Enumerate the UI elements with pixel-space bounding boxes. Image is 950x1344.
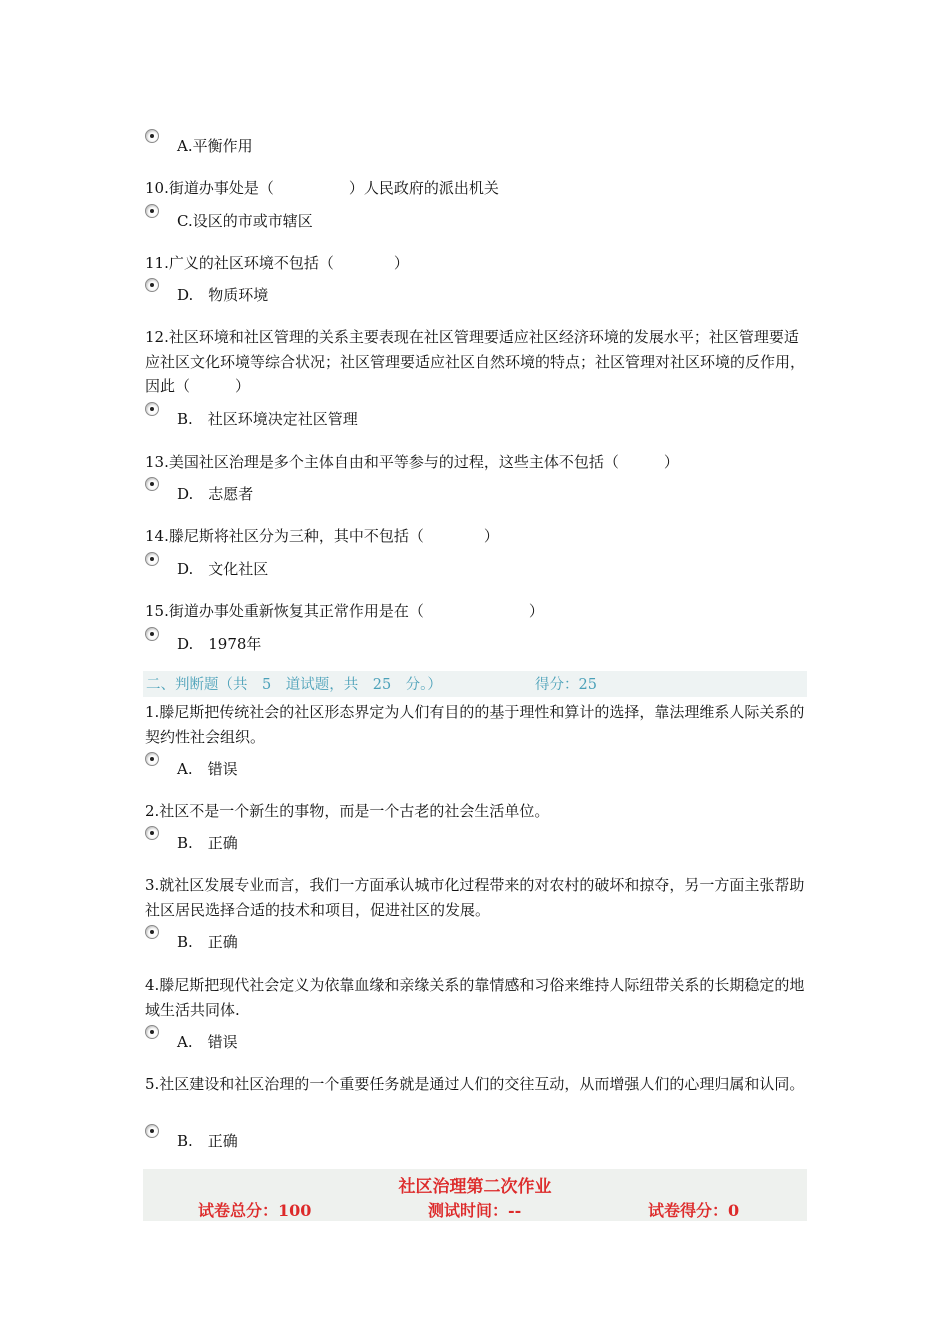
judgment-question-1: 1.滕尼斯把传统社会的社区形态界定为人们有目的的基于理性和算计的选择，靠法理维系人际关系的契约性社会组织。 — [145, 703, 805, 746]
answer-row — [145, 931, 238, 953]
answer-text: D. 志愿者 — [177, 485, 254, 503]
radio-selected-icon[interactable] — [145, 925, 159, 939]
judgment-question-5: 5.社区建设和社区治理的一个重要任务就是通过人们的交往互动，从而增强人们的心理归属和认同。 — [145, 1075, 805, 1093]
answer-text: B. 正确 — [177, 834, 238, 852]
assignment-header — [143, 1169, 807, 1221]
paper-total-score: 试卷总分：100 — [198, 1201, 312, 1220]
section-score: 得分：25 — [535, 677, 597, 693]
radio-selected-icon[interactable] — [145, 627, 159, 641]
answer-row — [145, 483, 253, 505]
judgment-question-2: 2.社区不是一个新生的事物，而是一个古老的社会生活单位。 — [145, 802, 550, 820]
answer-row — [145, 558, 268, 580]
radio-selected-icon[interactable] — [145, 752, 159, 766]
answer-text: A. 错误 — [177, 1033, 238, 1051]
answer-row — [145, 408, 358, 430]
judgment-question-4: 4.滕尼斯把现代社会定义为依靠血缘和亲缘关系的靠情感和习俗来维持人际纽带关系的长期稳定的地域生活共同体. — [145, 976, 805, 1019]
answer-text: D. 1978年 — [177, 635, 262, 653]
answer-row — [145, 135, 253, 157]
answer-text: A.平衡作用 — [177, 137, 253, 155]
radio-selected-icon[interactable] — [145, 1025, 159, 1039]
answer-text: C.设区的市或市辖区 — [177, 212, 313, 230]
question-11: 11.广义的社区环境不包括（ ） — [145, 254, 409, 272]
answer-text: B. 正确 — [177, 1132, 238, 1150]
paper-score: 试卷得分：0 — [648, 1201, 740, 1220]
assignment-title: 社区治理第二次作业 — [398, 1177, 552, 1197]
answer-text: A. 错误 — [177, 760, 238, 778]
answer-row — [145, 758, 238, 780]
answer-row — [145, 832, 238, 854]
answer-text: B. 正确 — [177, 933, 238, 951]
answer-row — [145, 1031, 238, 1053]
test-time: 测试时间：-- — [428, 1201, 522, 1220]
radio-selected-icon[interactable] — [145, 129, 159, 143]
radio-selected-icon[interactable] — [145, 1124, 159, 1138]
question-14: 14.滕尼斯将社区分为三种，其中不包括（ ） — [145, 527, 499, 545]
section-title: 二、判断题（共 5 道试题，共 25 分。） — [146, 677, 442, 693]
answer-row — [145, 1130, 238, 1152]
answer-row — [145, 210, 313, 232]
question-12: 12.社区环境和社区管理的关系主要表现在社区管理要适应社区经济环境的发展水平；社区管理要适应社区文化环境等综合状况；社区管理要适应社区自然环境的特点；社区管理对社区环境的反作用，因此（ ） — [145, 328, 806, 395]
radio-selected-icon[interactable] — [145, 826, 159, 840]
radio-selected-icon[interactable] — [145, 477, 159, 491]
answer-text: D. 物质环境 — [177, 286, 269, 304]
question-15: 15.街道办事处重新恢复其正常作用是在（ ） — [145, 602, 544, 620]
question-10: 10.街道办事处是（ ）人民政府的派出机关 — [145, 179, 499, 197]
radio-selected-icon[interactable] — [145, 278, 159, 292]
answer-text: B. 社区环境决定社区管理 — [177, 410, 358, 428]
answer-row — [145, 633, 261, 655]
radio-selected-icon[interactable] — [145, 552, 159, 566]
radio-selected-icon[interactable] — [145, 204, 159, 218]
answer-text: D. 文化社区 — [177, 560, 269, 578]
answer-row — [145, 284, 268, 306]
question-13: 13.美国社区治理是多个主体自由和平等参与的过程，这些主体不包括（ ） — [145, 453, 679, 471]
section-header-judgment — [143, 671, 807, 697]
radio-selected-icon[interactable] — [145, 402, 159, 416]
judgment-question-3: 3.就社区发展专业而言，我们一方面承认城市化过程带来的对农村的破坏和掠夺，另一方面主张帮助社区居民选择合适的技术和项目，促进社区的发展。 — [145, 876, 805, 919]
